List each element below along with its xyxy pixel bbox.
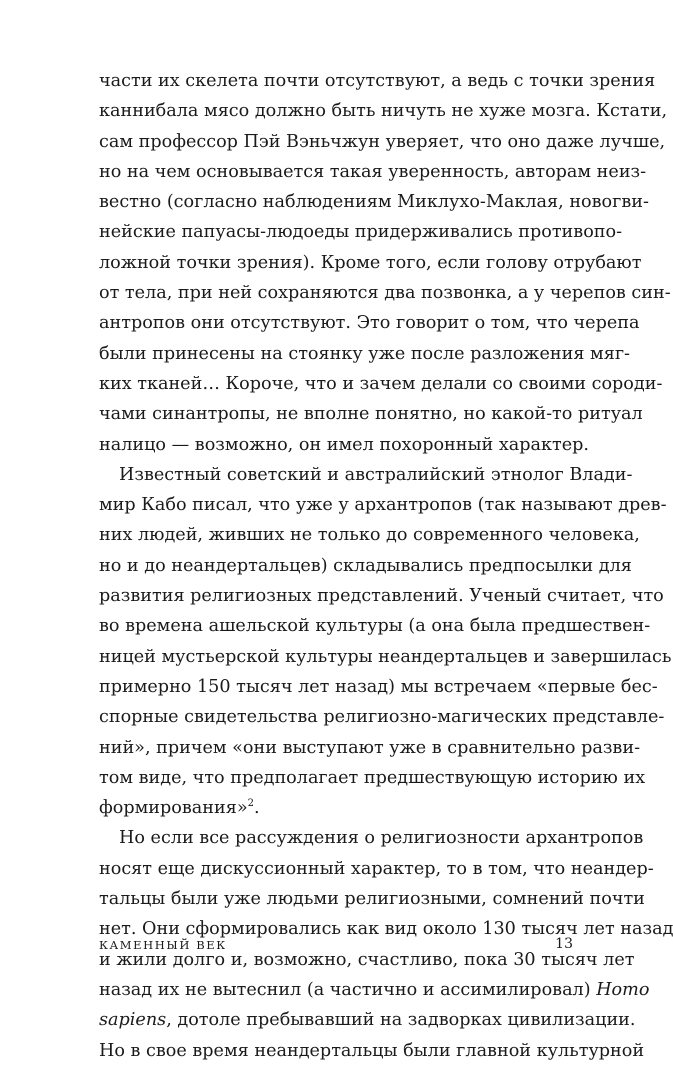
text-line: мир Кабо писал, что уже у архантропов (так называют древ-	[99, 495, 667, 516]
text-line: носят еще дискуссионный характер, то в том, что неандер-	[99, 858, 654, 879]
text-line: от тела, при ней сохраняются два позвонка, а у черепов син-	[99, 283, 671, 304]
text-line: каннибала мясо должно быть ничуть не хуже мозга. Кстати,	[99, 101, 668, 122]
text-line: развития религиозных представлений. Ученый считает, что	[99, 586, 664, 607]
text-fragment: формирования»	[99, 798, 248, 819]
text-line: примерно 150 тысяч лет назад) мы встречаем «первые бес-	[99, 676, 658, 697]
footnote-reference[interactable]: 2	[247, 798, 254, 810]
text-line: и жили долго и, возможно, счастливо, пока 30 тысяч лет	[99, 949, 635, 970]
text-line: спорные свидетельства религиозно-магических представле-	[99, 707, 665, 728]
text-line	[99, 975, 650, 1005]
italic-term: Homo	[596, 979, 650, 1000]
text-line: части их скелета почти отсутствуют, а ведь с точки зрения	[99, 71, 656, 91]
text-fragment: , дотоле пребывавший на задворках цивилизации.	[166, 1010, 636, 1031]
italic-term: sapiens	[99, 1010, 167, 1031]
text-line: чами синантропы, не вполне понятно, но какой-то ритуал	[99, 404, 643, 425]
text-fragment: назад их не вытеснил (а частично и ассимилировал)	[99, 979, 591, 1000]
text-line: тальцы были уже людьми религиозными, сомнений почти	[99, 889, 645, 910]
text-fragment: .	[253, 798, 260, 819]
text-line: налицо — возможно, он имел похоронный характер.	[99, 434, 589, 455]
text-line: том виде, что предполагает предшествующую историю их	[99, 767, 646, 788]
text-line: но и до неандертальцев) складывались предпосылки для	[99, 555, 632, 576]
text-line: нет. Они сформировались как вид около 130 тысяч лет назад	[99, 919, 673, 940]
text-line: Но если все рассуждения о религиозности архантропов	[119, 828, 644, 849]
text-line: Известный советский и австралийский этнолог Влади-	[119, 464, 633, 485]
text-line: ницей мустьерской культуры неандертальцев и завершилась	[99, 646, 672, 667]
text-line: Но в свое время неандертальцы были главной культурной	[99, 1040, 645, 1061]
text-line: сам профессор Пэй Вэньчжун уверяет, что оно даже лучше,	[99, 131, 666, 152]
page-body	[99, 66, 673, 1066]
text-line: но на чем основывается такая уверенность, авторам неиз-	[99, 161, 647, 182]
page-footer	[99, 938, 573, 958]
text-line: нейские папуасы-людоеды придерживались противопо-	[99, 222, 623, 243]
text-line: ких тканей… Короче, что и зачем делали со своими сороди-	[99, 373, 663, 394]
text-line	[99, 1005, 636, 1035]
text-line: ний», причем «они выступают уже в сравнительно разви-	[99, 737, 641, 758]
page-number: 13	[555, 936, 573, 952]
text-line: ложной точки зрения). Кроме того, если голову отрубают	[99, 252, 642, 273]
text-line: были принесены на стоянку уже после разложения мяг-	[99, 343, 630, 364]
text-line: во времена ашельской культуры (а она была предшествен-	[99, 616, 651, 637]
text-line	[99, 793, 573, 823]
running-head: КАМЕННЫЙ ВЕК	[99, 938, 227, 952]
text-line: вестно (согласно наблюдениям Миклухо-Маклая, новогви-	[99, 192, 649, 213]
text-line: них людей, живших не только до современного человека,	[99, 525, 640, 546]
text-line: антропов они отсутствуют. Это говорит о том, что черепа	[99, 313, 640, 334]
